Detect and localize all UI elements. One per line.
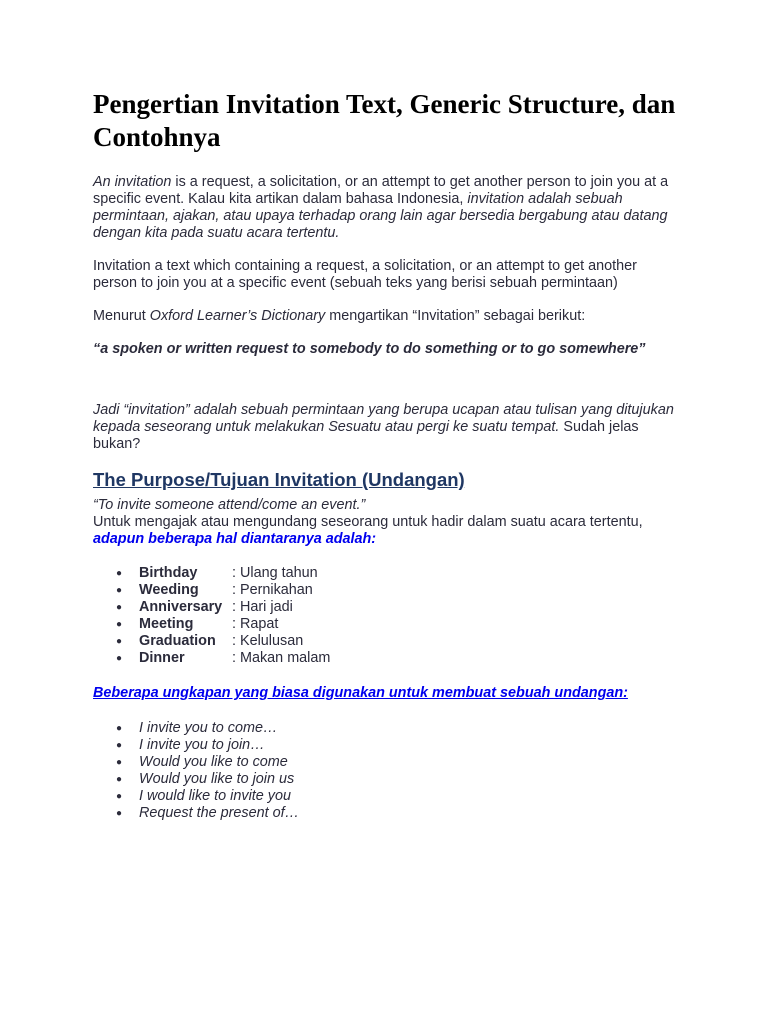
purpose-heading: The Purpose/Tujuan Invitation (Undangan) — [93, 469, 465, 490]
definition-paragraph: Invitation a text which containing a request, a solicitation, or an attempt to get another person to join you at a specific event (sebuah teks yang berisi sebuah permintaan) — [93, 258, 637, 291]
conclusion-plain: Sudah jelas bukan? — [93, 419, 639, 452]
list-item — [93, 737, 683, 754]
dictionary-quote: “a spoken or written request to somebody to do something or to go somewhere” — [93, 341, 646, 357]
bullet-icon: ● — [116, 585, 123, 596]
bullet-icon: ● — [116, 602, 123, 613]
list-item — [93, 565, 683, 582]
list-item — [93, 599, 683, 616]
expression-list — [93, 720, 683, 822]
purpose-text: Untuk mengajak atau mengundang seseorang untuk hadir dalam suatu acara tertentu, — [93, 514, 643, 530]
list-item — [93, 788, 683, 805]
page-title: Pengertian Invitation Text, Generic Structure, dan Contohnya — [93, 89, 676, 152]
conclusion-paragraph — [93, 402, 683, 453]
dictionary-source: Oxford Learner’s Dictionary — [149, 308, 326, 324]
list-item — [93, 633, 683, 650]
purpose-quote: “To invite someone attend/come an event.” — [93, 497, 366, 513]
purpose-highlight: adapun beberapa hal diantaranya adalah: — [93, 531, 377, 547]
bullet-icon: ● — [116, 757, 123, 768]
occasion-meaning: : Pernikahan — [232, 582, 313, 598]
expressions-heading: Beberapa ungkapan yang biasa digunakan untuk membuat sebuah undangan: — [93, 685, 628, 701]
intro-definition-en: is a request, a solicitation, or an attempt to get another person to join you at a specific event. Kalau kita artikan dalam bahasa Indonesia, — [93, 174, 669, 207]
list-item — [93, 805, 683, 822]
occasion-name: Weeding — [139, 582, 199, 598]
expression-phrase: Would you like to join us — [139, 771, 295, 787]
dictionary-suffix: mengartikan “Invitation” sebagai berikut: — [325, 308, 586, 324]
list-item — [93, 720, 683, 737]
expression-phrase: Request the present of… — [139, 805, 299, 821]
dictionary-prefix: Menurut — [93, 308, 150, 324]
bullet-icon: ● — [116, 636, 123, 647]
bullet-icon: ● — [116, 740, 123, 751]
bullet-icon: ● — [116, 774, 123, 785]
occasion-meaning: : Makan malam — [232, 650, 331, 666]
intro-paragraph — [93, 174, 683, 242]
list-item — [93, 650, 683, 667]
occasion-name: Dinner — [139, 650, 185, 666]
occasion-list — [93, 565, 683, 667]
bullet-icon: ● — [116, 723, 123, 734]
list-item — [93, 771, 683, 788]
occasion-name: Graduation — [139, 633, 216, 649]
list-item — [93, 616, 683, 633]
occasion-meaning: : Hari jadi — [232, 599, 293, 615]
bullet-icon: ● — [116, 791, 123, 802]
bullet-icon: ● — [116, 808, 123, 819]
bullet-icon: ● — [116, 619, 123, 630]
intro-definition-id: invitation adalah sebuah permintaan, ajakan, atau upaya terhadap orang lain agar bersedia bergabung atau datang dengan kita pada suatu acara tertentu. — [93, 191, 668, 241]
expression-phrase: Would you like to come — [139, 754, 288, 770]
dictionary-paragraph — [93, 308, 683, 325]
occasion-meaning: : Ulang tahun — [232, 565, 318, 581]
bullet-icon: ● — [116, 568, 123, 579]
occasion-meaning: : Kelulusan — [232, 633, 304, 649]
expression-phrase: I would like to invite you — [139, 788, 291, 804]
occasion-name: Birthday — [139, 565, 198, 581]
occasion-name: Anniversary — [139, 599, 223, 615]
occasion-name: Meeting — [139, 616, 194, 632]
bullet-icon: ● — [116, 653, 123, 664]
expression-phrase: I invite you to join… — [139, 737, 265, 753]
intro-term: An invitation — [93, 174, 172, 190]
occasion-meaning: : Rapat — [232, 616, 279, 632]
purpose-paragraph — [93, 497, 683, 548]
expression-phrase: I invite you to come… — [139, 720, 278, 736]
conclusion-italic: Jadi “invitation” adalah sebuah permintaan yang berupa ucapan atau tulisan yang ditujukan kepada seseorang untuk melakukan Sesuatu atau pergi ke suatu tempat. — [93, 402, 674, 435]
document-page — [93, 88, 683, 840]
list-item — [93, 582, 683, 599]
list-item — [93, 754, 683, 771]
